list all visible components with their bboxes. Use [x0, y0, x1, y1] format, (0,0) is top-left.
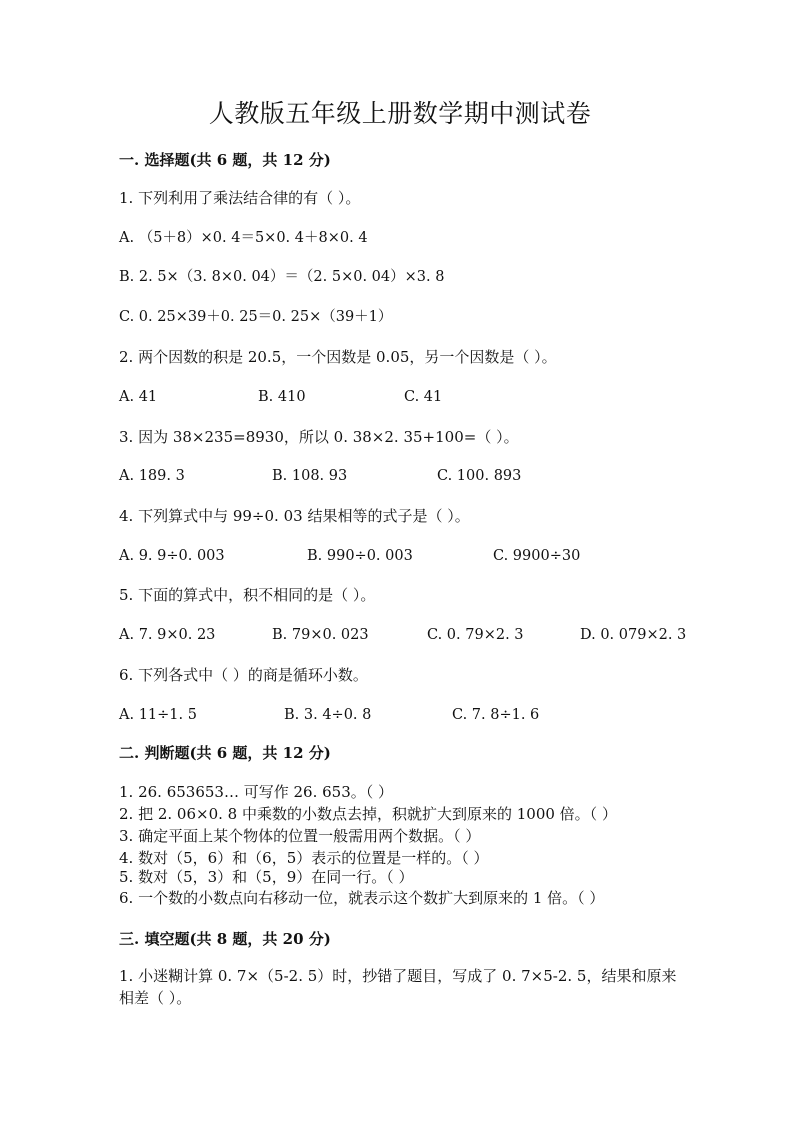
question-3-stem: 3. 因为 38×235=8930，所以 0. 38×2. 35+100=（ ）。: [119, 428, 519, 446]
section-heading-choice: 一. 选择题(共 6 题，共 12 分): [119, 151, 331, 169]
question-6-option-b: B. 3. 4÷0. 8: [284, 707, 372, 723]
question-1-option-c: C. 0. 25×39＋0. 25＝0. 25×（39＋1）: [119, 309, 393, 325]
question-3-option-b: B. 108. 93: [272, 468, 348, 484]
question-2-option-b: B. 410: [258, 389, 306, 405]
question-5-option-a: A. 7. 9×0. 23: [119, 627, 216, 643]
question-2-option-c: C. 41: [404, 389, 443, 405]
question-5-stem: 5. 下面的算式中，积不相同的是（ ）。: [119, 586, 376, 604]
question-2-stem: 2. 两个因数的积是 20.5，一个因数是 0.05，另一个因数是（ ）。: [119, 348, 557, 366]
question-4-option-b: B. 990÷0. 003: [307, 548, 413, 564]
question-5-option-c: C. 0. 79×2. 3: [427, 627, 524, 643]
tf-item-3: 3. 确定平面上某个物体的位置一般需用两个数据。（ ）: [119, 827, 481, 845]
question-5-option-b: B. 79×0. 023: [272, 627, 369, 643]
section-heading-fill-blank: 三. 填空题(共 8 题，共 20 分): [119, 930, 331, 948]
question-2-option-a: A. 41: [119, 389, 158, 405]
tf-item-6: 6. 一个数的小数点向右移动一位，就表示这个数扩大到原来的 1 倍。（ ）: [119, 889, 605, 907]
question-4-option-a: A. 9. 9÷0. 003: [119, 548, 225, 564]
fill-item-1: 1. 小迷糊计算 0. 7×（5-2. 5）时，抄错了题目，写成了 0. 7×5-2. 5，结果和原来相差（ ）。: [119, 967, 677, 1007]
tf-item-5: 5. 数对（5，3）和（5，9）在同一行。（ ）: [119, 868, 414, 886]
question-6-stem: 6. 下列各式中（ ）的商是循环小数。: [119, 666, 368, 684]
question-1-option-b: B. 2. 5×（3. 8×0. 04）＝（2. 5×0. 04）×3. 8: [119, 269, 445, 285]
question-6-option-c: C. 7. 8÷1. 6: [452, 707, 540, 723]
section-heading-true-false: 二. 判断题(共 6 题，共 12 分): [119, 744, 331, 762]
question-4-option-c: C. 9900÷30: [493, 548, 581, 564]
question-4-stem: 4. 下列算式中与 99÷0. 03 结果相等的式子是（ ）。: [119, 507, 470, 525]
question-3-option-c: C. 100. 893: [437, 468, 522, 484]
tf-item-4: 4. 数对（5，6）和（6，5）表示的位置是一样的。（ ）: [119, 849, 489, 867]
tf-item-2: 2. 把 2. 06×0. 8 中乘数的小数点去掉，积就扩大到原来的 1000 倍。（ ）: [119, 805, 617, 823]
page-title: 人教版五年级上册数学期中测试卷: [208, 99, 592, 128]
tf-item-1: 1. 26. 653653… 可写作 26. 653。（ ）: [119, 783, 394, 801]
question-5-option-d: D. 0. 079×2. 3: [580, 627, 687, 643]
question-1-stem: 1. 下列利用了乘法结合律的有（ ）。: [119, 189, 361, 207]
question-3-option-a: A. 189. 3: [119, 468, 185, 484]
question-1-option-a: A. （5＋8）×0. 4＝5×0. 4＋8×0. 4: [119, 230, 368, 246]
question-6-option-a: A. 11÷1. 5: [119, 707, 197, 723]
